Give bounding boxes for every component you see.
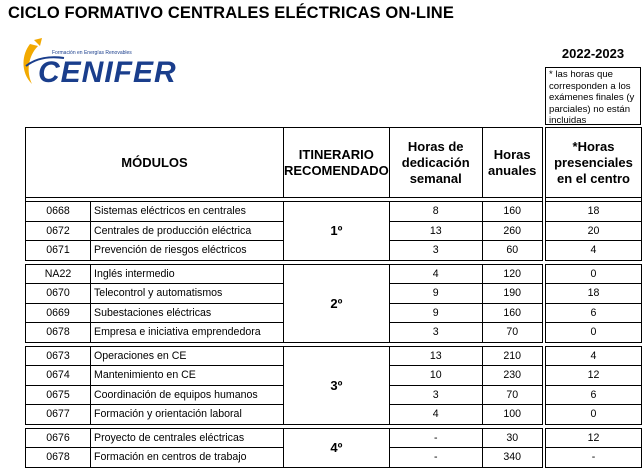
presenciales-body bbox=[546, 198, 642, 468]
module-code: 0673 bbox=[26, 346, 91, 366]
module-code: NA22 bbox=[26, 264, 91, 284]
horas-anuales: 160 bbox=[482, 202, 542, 222]
horas-semanal: 13 bbox=[389, 346, 482, 366]
presenciales-row bbox=[546, 323, 642, 343]
itinerario-cell: 2º bbox=[284, 264, 390, 342]
horas-anuales: 340 bbox=[482, 448, 542, 468]
presenciales-row bbox=[546, 346, 642, 366]
horas-semanal: 13 bbox=[389, 221, 482, 241]
horas-anuales: 230 bbox=[482, 366, 542, 386]
module-code: 0669 bbox=[26, 303, 91, 323]
presenciales-row bbox=[546, 405, 642, 425]
hours-note: * las horas que corresponden a los exámenes finales (y parciales) no están incluidas bbox=[545, 67, 641, 125]
horas-semanal: - bbox=[389, 448, 482, 468]
presenciales-row bbox=[546, 428, 642, 448]
svg-text:CENIFER: CENIFER bbox=[38, 56, 177, 89]
header-itinerario: ITINERARIO RECOMENDADO bbox=[284, 128, 390, 198]
module-name: Empresa e iniciativa emprendedora bbox=[91, 323, 284, 343]
cenifer-logo bbox=[20, 36, 200, 96]
presenciales-row bbox=[546, 202, 642, 222]
horas-semanal: 3 bbox=[389, 385, 482, 405]
itinerario-cell: 4º bbox=[284, 428, 390, 467]
horas-semanal: 9 bbox=[389, 303, 482, 323]
page-title: CICLO FORMATIVO CENTRALES ELÉCTRICAS ON-LINE bbox=[8, 4, 454, 22]
table-row bbox=[26, 264, 543, 284]
module-name: Operaciones en CE bbox=[91, 346, 284, 366]
presenciales-row bbox=[546, 366, 642, 386]
horas-presenciales: 18 bbox=[546, 284, 642, 304]
module-name: Mantenimiento en CE bbox=[91, 366, 284, 386]
horas-semanal: 8 bbox=[389, 202, 482, 222]
presenciales-header-row bbox=[546, 128, 642, 198]
module-name: Inglés intermedio bbox=[91, 264, 284, 284]
horas-presenciales: 18 bbox=[546, 202, 642, 222]
cenifer-logo-icon bbox=[20, 36, 200, 96]
horas-semanal: 10 bbox=[389, 366, 482, 386]
modules-body bbox=[26, 198, 543, 468]
horas-presenciales: - bbox=[546, 448, 642, 468]
horas-presenciales: 0 bbox=[546, 264, 642, 284]
header-anuales: Horas anuales bbox=[482, 128, 542, 198]
horas-anuales: 210 bbox=[482, 346, 542, 366]
table-row bbox=[26, 428, 543, 448]
module-code: 0670 bbox=[26, 284, 91, 304]
horas-anuales: 260 bbox=[482, 221, 542, 241]
module-name: Proyecto de centrales eléctricas bbox=[91, 428, 284, 448]
horas-anuales: 100 bbox=[482, 405, 542, 425]
module-name: Coordinación de equipos humanos bbox=[91, 385, 284, 405]
module-code: 0668 bbox=[26, 202, 91, 222]
itinerario-cell: 1º bbox=[284, 202, 390, 261]
horas-anuales: 120 bbox=[482, 264, 542, 284]
module-code: 0671 bbox=[26, 241, 91, 261]
horas-presenciales: 4 bbox=[546, 241, 642, 261]
horas-anuales: 70 bbox=[482, 385, 542, 405]
module-code: 0678 bbox=[26, 323, 91, 343]
horas-anuales: 190 bbox=[482, 284, 542, 304]
horas-anuales: 70 bbox=[482, 323, 542, 343]
horas-semanal: 3 bbox=[389, 241, 482, 261]
academic-year: 2022-2023 bbox=[561, 46, 625, 61]
horas-anuales: 30 bbox=[482, 428, 542, 448]
horas-semanal: - bbox=[389, 428, 482, 448]
table-row bbox=[26, 202, 543, 222]
modules-table bbox=[25, 127, 543, 468]
module-name: Prevención de riesgos eléctricos bbox=[91, 241, 284, 261]
module-name: Formación y orientación laboral bbox=[91, 405, 284, 425]
horas-presenciales: 0 bbox=[546, 323, 642, 343]
horas-anuales: 60 bbox=[482, 241, 542, 261]
horas-semanal: 4 bbox=[389, 264, 482, 284]
presenciales-table bbox=[545, 127, 642, 468]
presenciales-row bbox=[546, 448, 642, 468]
header-semanal: Horas de dedicación semanal bbox=[389, 128, 482, 198]
module-code: 0678 bbox=[26, 448, 91, 468]
module-code: 0677 bbox=[26, 405, 91, 425]
module-code: 0674 bbox=[26, 366, 91, 386]
header-presenciales: *Horas presenciales en el centro bbox=[546, 128, 642, 198]
header-modulos: MÓDULOS bbox=[26, 128, 284, 198]
horas-presenciales: 0 bbox=[546, 405, 642, 425]
horas-semanal: 3 bbox=[389, 323, 482, 343]
module-name: Formación en centros de trabajo bbox=[91, 448, 284, 468]
horas-presenciales: 20 bbox=[546, 221, 642, 241]
presenciales-row bbox=[546, 264, 642, 284]
presenciales-row bbox=[546, 221, 642, 241]
table-header bbox=[26, 128, 543, 198]
table-row bbox=[26, 346, 543, 366]
module-name: Telecontrol y automatismos bbox=[91, 284, 284, 304]
module-name: Sistemas eléctricos en centrales bbox=[91, 202, 284, 222]
module-code: 0676 bbox=[26, 428, 91, 448]
module-name: Centrales de producción eléctrica bbox=[91, 221, 284, 241]
horas-presenciales: 6 bbox=[546, 303, 642, 323]
module-code: 0675 bbox=[26, 385, 91, 405]
presenciales-row bbox=[546, 284, 642, 304]
horas-semanal: 9 bbox=[389, 284, 482, 304]
presenciales-row bbox=[546, 385, 642, 405]
presenciales-row bbox=[546, 241, 642, 261]
svg-text:Formación en Energías Renovabl: Formación en Energías Renovables bbox=[52, 50, 132, 56]
horas-anuales: 160 bbox=[482, 303, 542, 323]
horas-presenciales: 4 bbox=[546, 346, 642, 366]
horas-presenciales: 12 bbox=[546, 428, 642, 448]
itinerario-cell: 3º bbox=[284, 346, 390, 424]
horas-semanal: 4 bbox=[389, 405, 482, 425]
horas-presenciales: 6 bbox=[546, 385, 642, 405]
horas-presenciales: 12 bbox=[546, 366, 642, 386]
module-code: 0672 bbox=[26, 221, 91, 241]
presenciales-row bbox=[546, 303, 642, 323]
module-name: Subestaciones eléctricas bbox=[91, 303, 284, 323]
